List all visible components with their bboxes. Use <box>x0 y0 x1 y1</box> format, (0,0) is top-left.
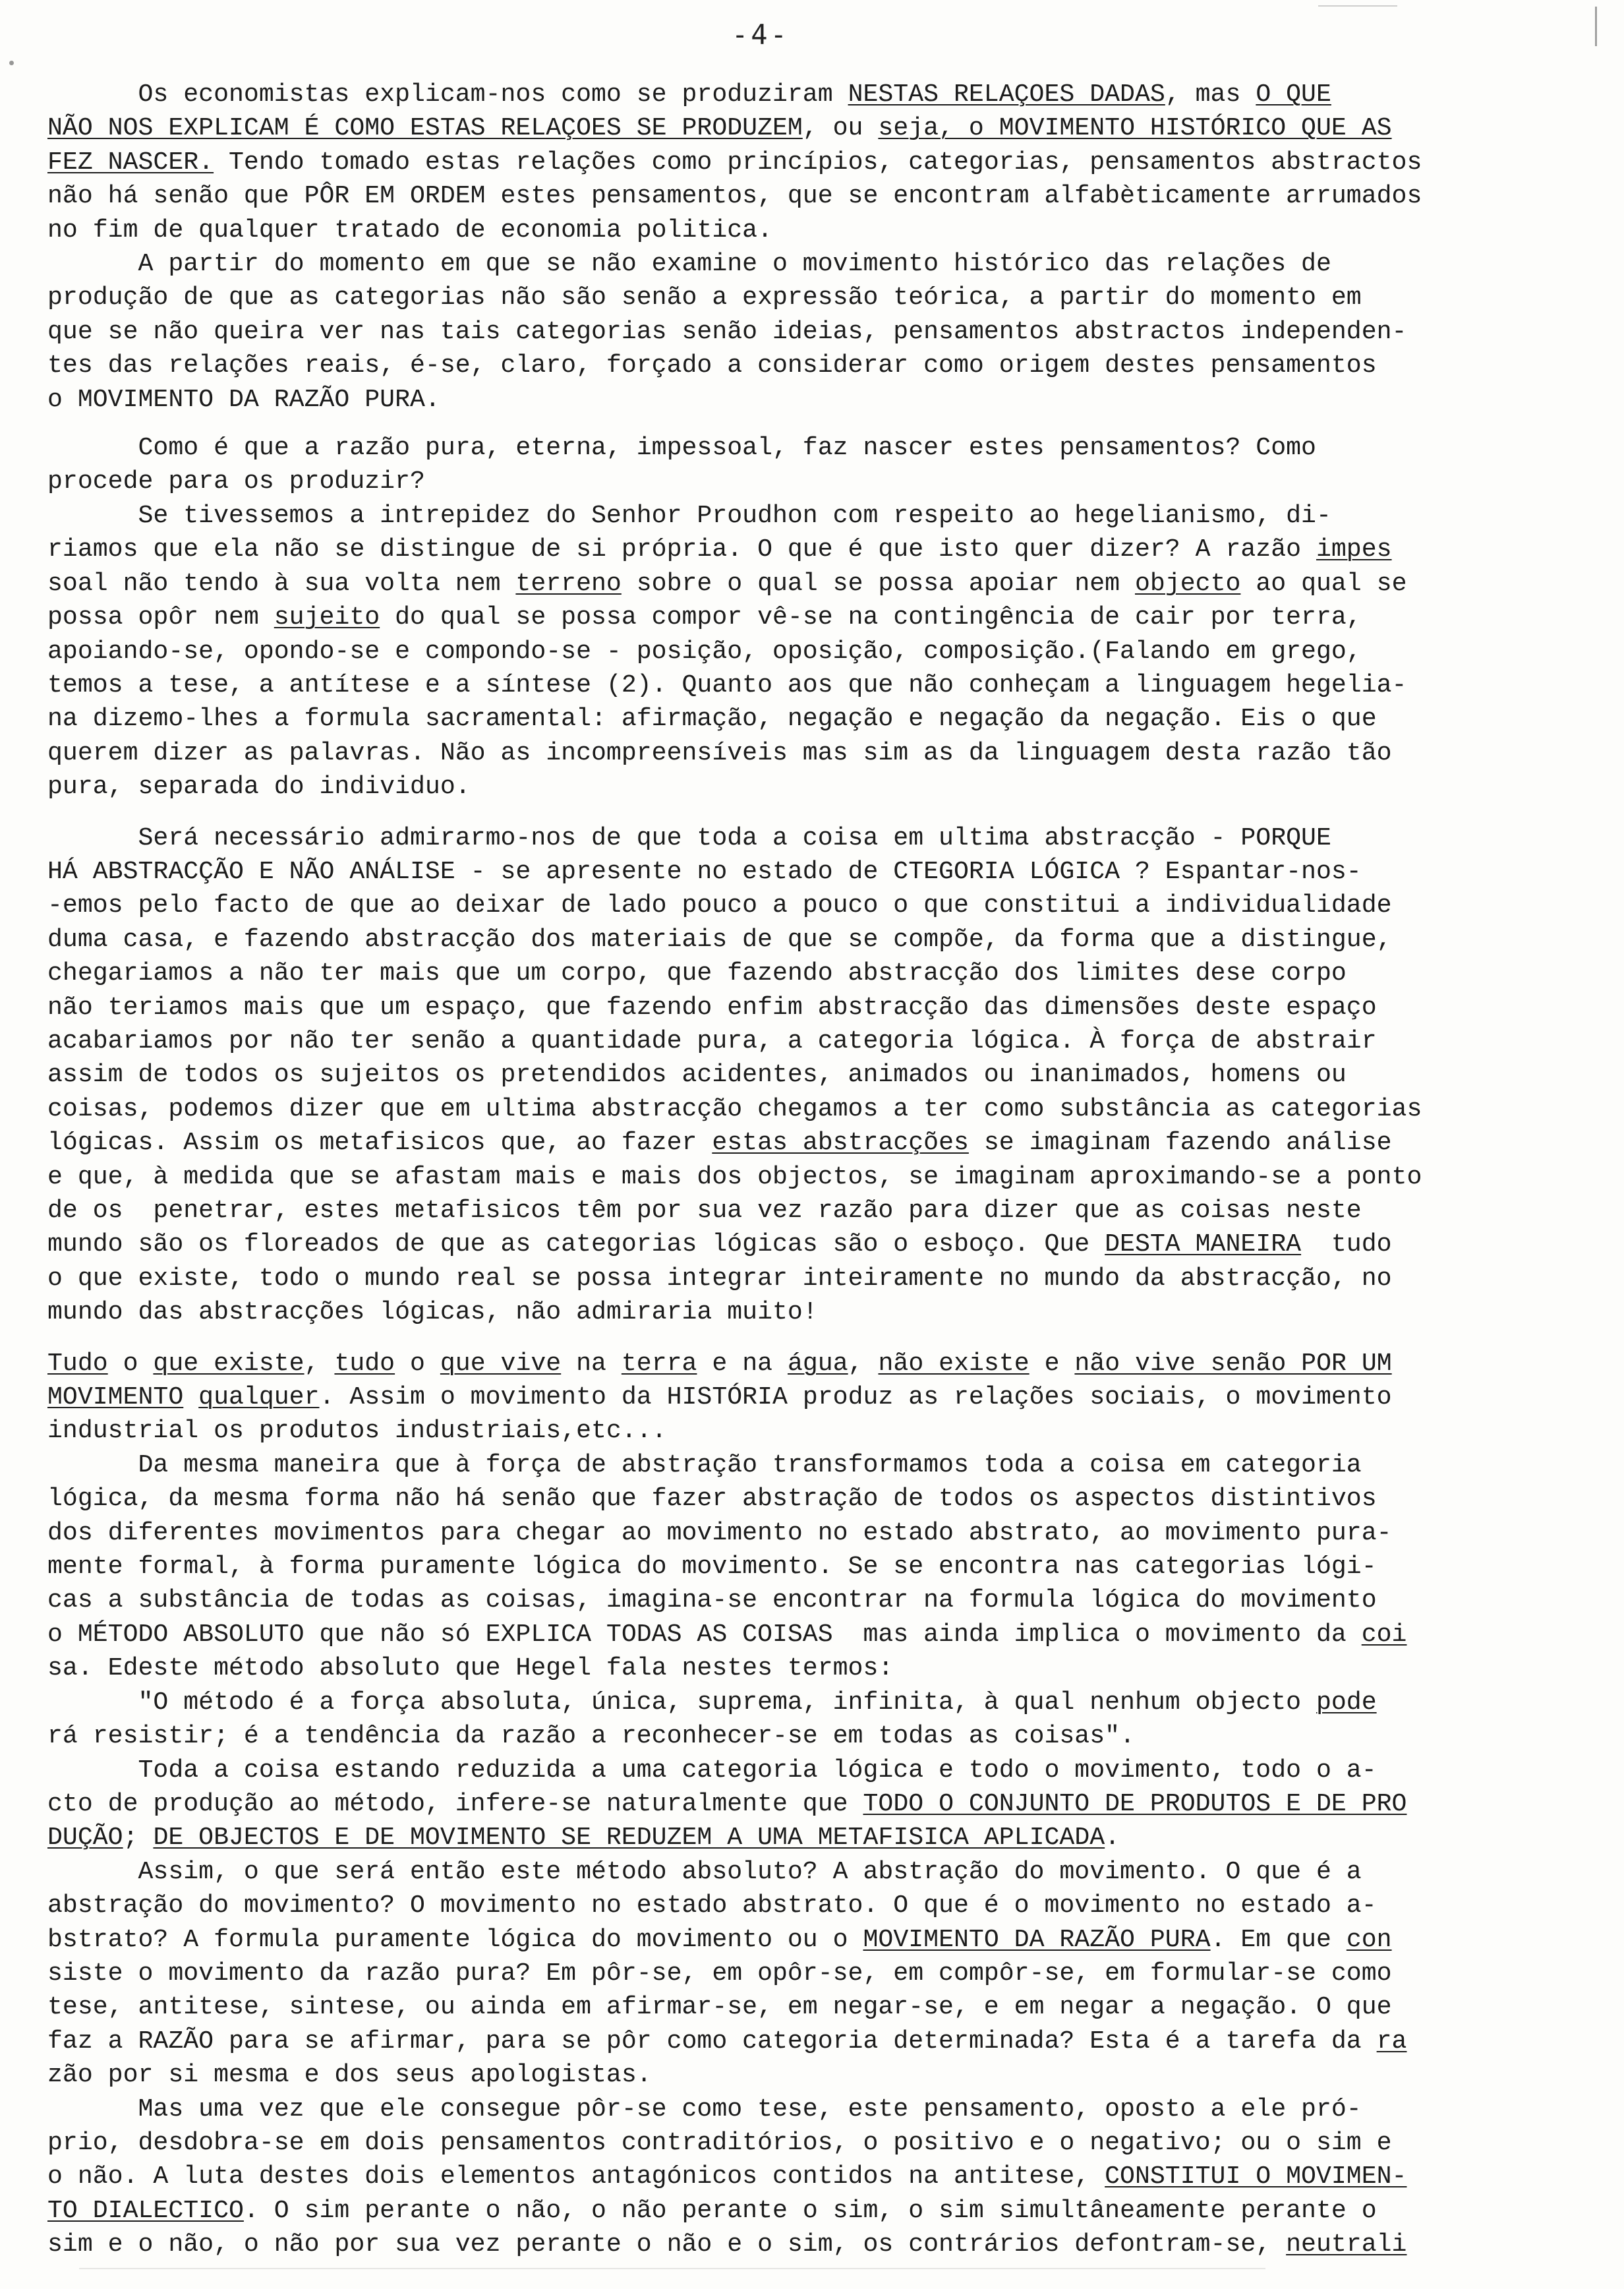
text-line <box>47 1889 1577 1922</box>
text-run: ; <box>123 1824 154 1853</box>
text-line <box>47 499 1577 533</box>
text-run: zão por si mesma e dos seus apologistas. <box>47 2061 652 2090</box>
text-run: Tendo tomado estas relações como princípios, categorias, pensamentos abstractos <box>214 148 1422 177</box>
text-run: e <box>1029 1349 1075 1378</box>
text-line <box>47 2160 1577 2193</box>
underlined-text: coi <box>1361 1620 1407 1649</box>
text-run: Como é que a razão pura, eterna, impessoal, faz nascer estes pensamentos? Como <box>47 434 1316 463</box>
underlined-text: qualquer <box>198 1383 320 1412</box>
text-run: . <box>1105 1824 1120 1853</box>
text-line <box>47 1228 1577 1261</box>
paragraph-p2 <box>47 247 1577 417</box>
text-line <box>47 247 1577 281</box>
underlined-text: ra <box>1376 2027 1407 2056</box>
text-line <box>47 957 1577 990</box>
text-line <box>47 2093 1577 2126</box>
scan-speck <box>79 2268 1265 2269</box>
text-run: sa. Edeste método absoluto que Hegel fala nestes termos: <box>47 1654 894 1683</box>
underlined-text: terreno <box>515 569 622 598</box>
text-run: , mas <box>1165 80 1256 109</box>
text-run: assim de todos os sujeitos os pretendidos acidentes, animados ou inanimados, homens ou <box>47 1061 1347 1090</box>
text-run: procede para os produzir? <box>47 467 425 496</box>
text-line <box>47 1990 1577 2024</box>
underlined-text: estas abstracções <box>712 1129 969 1158</box>
text-line <box>47 1957 1577 1990</box>
underlined-text: não existe <box>878 1349 1030 1378</box>
text-run: Se tivessemos a intrepidez do Senhor Proudhon com respeito ao hegelianismo, di- <box>47 501 1331 530</box>
text-run: riamos que ela não se distingue de si própria. O que é que isto quer dizer? A razão <box>47 535 1316 564</box>
underlined-text: MOVIMENTO DA RAZÃO PURA <box>863 1925 1211 1954</box>
text-line <box>47 315 1577 349</box>
text-line <box>47 281 1577 314</box>
underlined-text: DUÇÃO <box>47 1824 123 1853</box>
text-line <box>47 669 1577 702</box>
text-run: e que, à medida que se afastam mais e mais dos objectos, se imaginam aproximando-se a ponto <box>47 1162 1422 1191</box>
text-run: prio, desdobra-se em dois pensamentos contraditórios, o positivo e o negativo; ou o sim e <box>47 2128 1392 2157</box>
text-run: soal não tendo à sua volta nem <box>47 569 516 598</box>
text-line <box>47 702 1577 736</box>
underlined-text: MOVIMENTO <box>47 1383 184 1412</box>
text-line <box>47 736 1577 770</box>
underlined-text: impes <box>1316 535 1392 564</box>
text-line <box>47 1618 1577 1651</box>
underlined-text: Tudo <box>47 1349 108 1378</box>
text-run: rá resistir; é a tendência da razão a reconhecer-se em todas as coisas". <box>47 1722 1135 1751</box>
text-run: possa opôr nem <box>47 603 274 632</box>
text-run: no fim de qualquer tratado de economia politica. <box>47 216 772 245</box>
text-line <box>47 1414 1577 1448</box>
paragraph-p7 <box>47 1448 1577 1754</box>
underlined-text: água <box>787 1349 848 1378</box>
text-run: temos a tese, a antítese e a síntese (2). Quanto aos que não conheçam a linguagem hegelia- <box>47 670 1407 699</box>
text-line <box>47 821 1577 855</box>
text-run: o MOVIMENTO DA RAZÃO PURA. <box>47 385 440 414</box>
text-line <box>47 1448 1577 1482</box>
text-run: dos diferentes movimentos para chegar ao movimento no estado abstrato, ao movimento pura- <box>47 1518 1392 1547</box>
text-run: querem dizer as palavras. Não as incompreensíveis mas sim as da linguagem desta razão tão <box>47 738 1392 767</box>
text-line <box>47 2058 1577 2092</box>
text-run: o <box>395 1349 440 1378</box>
text-line <box>47 2126 1577 2160</box>
text-line <box>47 214 1577 247</box>
text-run: mundo das abstracções lógicas, não admiraria muito! <box>47 1298 818 1327</box>
text-line <box>47 1686 1577 1719</box>
text-line <box>47 567 1577 601</box>
text-run: não há senão que PÔR EM ORDEM estes pensamentos, que se encontram alfabèticamente arrumados <box>47 182 1422 211</box>
paragraph-p4 <box>47 499 1577 804</box>
document-body <box>47 78 1577 2262</box>
text-line <box>47 2194 1577 2228</box>
text-run: apoiando-se, opondo-se e compondo-se - posição, oposição, composição.(Falando em grego, <box>47 637 1362 666</box>
text-run: de os penetrar, estes metafisicos têm por sua vez razão para dizer que as coisas neste <box>47 1197 1362 1225</box>
underlined-text: objecto <box>1134 569 1241 598</box>
text-line <box>47 1058 1577 1092</box>
scan-speck <box>1318 5 1397 7</box>
text-line <box>47 1787 1577 1821</box>
text-run: . O sim perante o não, o não perante o sim, o sim simultâneamente perante o <box>243 2196 1377 2225</box>
text-run: o MÉTODO ABSOLUTO que não só EXPLICA TODAS AS COISAS mas ainda implica o movimento da <box>47 1620 1362 1649</box>
text-run: Mas uma vez que ele consegue pôr-se como tese, este pensamento, oposto a ele pró- <box>47 2095 1362 2124</box>
text-run: , <box>848 1349 879 1378</box>
text-run: faz a RAZÃO para se afirmar, para se pôr como categoria determinada? Esta é a tarefa da <box>47 2027 1377 2056</box>
underlined-text: terra <box>621 1349 697 1378</box>
underlined-text: TODO O CONJUNTO DE PRODUTOS E DE PRO <box>863 1789 1407 1818</box>
text-line <box>47 1025 1577 1058</box>
text-run: A partir do momento em que se não examine o movimento histórico das relações de <box>47 250 1331 279</box>
paragraph-spacer <box>47 1330 1577 1347</box>
text-run: tudo <box>1301 1230 1392 1259</box>
text-run: siste o movimento da razão pura? Em pôr-se, em opôr-se, em compôr-se, em formular-se como <box>47 1959 1392 1988</box>
text-run: sobre o qual se possa apoiar nem <box>621 569 1135 598</box>
text-line <box>47 1821 1577 1855</box>
scan-speck <box>1595 7 1597 46</box>
text-line <box>47 1160 1577 1194</box>
text-line <box>47 1550 1577 1584</box>
text-line <box>47 889 1577 922</box>
text-line <box>47 1923 1577 1957</box>
text-line <box>47 1516 1577 1550</box>
underlined-text: tudo <box>334 1349 395 1378</box>
underlined-text: NESTAS RELAÇOES DADAS <box>848 80 1165 109</box>
text-run: pura, separada do individuo. <box>47 773 471 802</box>
text-run: o <box>107 1349 154 1378</box>
underlined-text: neutrali <box>1286 2230 1407 2259</box>
text-run: se imaginam fazendo análise <box>968 1129 1392 1158</box>
underlined-text: DESTA MANEIRA <box>1105 1230 1302 1259</box>
text-run: cas a substância de todas as coisas, imagina-se encontrar na formula lógica do movimento <box>47 1586 1377 1615</box>
text-line <box>47 78 1577 111</box>
paragraph-p6 <box>47 1347 1577 1448</box>
underlined-text: seja, o MOVIMENTO HISTÓRICO QUE AS <box>878 114 1392 143</box>
underlined-text: FEZ NASCER. <box>47 148 214 177</box>
text-line <box>47 1855 1577 1889</box>
text-run: e na <box>697 1349 788 1378</box>
text-line <box>47 1482 1577 1516</box>
text-line <box>47 2025 1577 2058</box>
text-run: Assim, o que será então este método absoluto? A abstração do movimento. O que é a <box>47 1857 1362 1886</box>
text-line <box>47 383 1577 417</box>
text-line <box>47 111 1577 145</box>
text-run: cto de produção ao método, infere-se naturalmente que <box>47 1789 863 1818</box>
page-number: -4- <box>732 18 790 51</box>
underlined-text: NÃO NOS EXPLICAM É COMO ESTAS RELAÇOES SE PRODUZEM <box>47 114 803 143</box>
paragraph-p5 <box>47 821 1577 1330</box>
paragraph-p3 <box>47 431 1577 499</box>
text-run: Toda a coisa estando reduzida a uma categoria lógica e todo o movimento, todo o a- <box>47 1756 1377 1785</box>
underlined-text: con <box>1346 1925 1392 1954</box>
text-run: chegariamos a não ter mais que um corpo, que fazendo abstracção dos limites dese corpo <box>47 959 1347 988</box>
text-line <box>47 1194 1577 1228</box>
underlined-text: pode <box>1316 1688 1377 1717</box>
text-run: lógicas. Assim os metafisicos que, ao fazer <box>47 1129 712 1158</box>
underlined-text: sujeito <box>274 603 380 632</box>
text-run: tes das relações reais, é-se, claro, forçado a considerar como origem destes pensamentos <box>47 351 1377 380</box>
text-run: acabariamos por não ter senão a quantidade pura, a categoria lógica. À força de abstrair <box>47 1026 1377 1055</box>
text-line <box>47 1651 1577 1685</box>
text-line <box>47 1347 1577 1381</box>
text-run: na <box>561 1349 622 1378</box>
text-line <box>47 770 1577 804</box>
text-line <box>47 146 1577 179</box>
text-line <box>47 855 1577 889</box>
text-run: abstração do movimento? O movimento no estado abstrato. O que é o movimento no estado a- <box>47 1891 1377 1920</box>
text-run: o não. A luta destes dois elementos antagónicos contidos na antitese, <box>47 2162 1105 2191</box>
paragraph-p9 <box>47 1855 1577 2093</box>
text-run: industrial os produtos industriais,etc... <box>47 1417 667 1446</box>
underlined-text: TO DIALECTICO <box>47 2196 244 2225</box>
text-run: que se não queira ver nas tais categorias senão ideias, pensamentos abstractos independen- <box>47 317 1407 346</box>
text-line <box>47 349 1577 382</box>
text-line <box>47 1295 1577 1329</box>
underlined-text: não vive senão POR UM <box>1074 1349 1392 1378</box>
text-run: , ou <box>802 114 879 143</box>
paragraph-spacer <box>47 804 1577 821</box>
text-line <box>47 991 1577 1025</box>
text-run: , <box>304 1349 335 1378</box>
text-run: mundo são os floreados de que as categorias lógicas são o esboço. Que <box>47 1230 1105 1259</box>
text-line <box>47 1754 1577 1787</box>
text-line <box>47 1584 1577 1617</box>
text-run: lógica, da mesma forma não há senão que fazer abstração de todos os aspectos distintivos <box>47 1485 1377 1514</box>
text-run: não teriamos mais que um espaço, que fazendo enfim abstracção das dimensões deste espaço <box>47 993 1377 1022</box>
text-line <box>47 1092 1577 1126</box>
text-run: . Assim o movimento da HISTÓRIA produz as relações sociais, o movimento <box>319 1383 1392 1412</box>
text-run: HÁ ABSTRACÇÃO E NÃO ANÁLISE - se apresente no estado de CTEGORIA LÓGICA ? Espantar-nos- <box>47 857 1362 886</box>
underlined-text: DE OBJECTOS E DE MOVIMENTO SE REDUZEM A UMA METAFISICA APLICADA <box>153 1824 1105 1853</box>
text-run: Da mesma maneira que à força de abstração transformamos toda a coisa em categoria <box>47 1450 1362 1479</box>
text-run <box>183 1383 198 1412</box>
text-line <box>47 2228 1577 2261</box>
paragraph-spacer <box>47 417 1577 431</box>
text-line <box>47 1381 1577 1414</box>
text-run: "O método é a força absoluta, única, suprema, infinita, à qual nenhum objecto <box>47 1688 1316 1717</box>
text-run: bstrato? A formula puramente lógica do movimento ou o <box>47 1925 863 1954</box>
paragraph-p8 <box>47 1754 1577 1855</box>
text-run: o que existe, todo o mundo real se possa integrar inteiramente no mundo da abstracção, no <box>47 1264 1392 1293</box>
text-run: . Em que <box>1210 1925 1347 1954</box>
text-line <box>47 923 1577 957</box>
underlined-text: que existe <box>153 1349 304 1378</box>
underlined-text: O QUE <box>1256 80 1331 109</box>
underlined-text: que vive <box>440 1349 562 1378</box>
text-run: duma casa, e fazendo abstracção dos materiais de que se compõe, da forma que a distingue, <box>47 925 1392 954</box>
text-line <box>47 1719 1577 1753</box>
text-run: tese, antitese, sintese, ou ainda em afirmar-se, em negar-se, e em negar a negação. O que <box>47 1993 1392 2022</box>
text-line <box>47 179 1577 213</box>
text-run: Será necessário admirarmo-nos de que toda a coisa em ultima abstracção - PORQUE <box>47 823 1331 852</box>
text-run: mente formal, à forma puramente lógica do movimento. Se se encontra nas categorias lógi- <box>47 1553 1377 1582</box>
text-run: -emos pelo facto de que ao deixar de lado pouco a pouco o que constitui a individualidade <box>47 891 1392 920</box>
text-line <box>47 1262 1577 1295</box>
underlined-text: CONSTITUI O MOVIMEN- <box>1105 2162 1407 2191</box>
paragraph-p1 <box>47 78 1577 247</box>
text-run: sim e o não, o não por sua vez perante o não e o sim, os contrários defontram-se, <box>47 2230 1287 2259</box>
text-run: coisas, podemos dizer que em ultima abstracção chegamos a ter como substância as categorias <box>47 1094 1422 1123</box>
text-line <box>47 431 1577 465</box>
text-line <box>47 1126 1577 1160</box>
text-line <box>47 533 1577 566</box>
text-run: produção de que as categorias não são senão a expressão teórica, a partir do momento em <box>47 283 1362 312</box>
text-line <box>47 601 1577 634</box>
paragraph-p10 <box>47 2093 1577 2262</box>
text-run: do qual se possa compor vê-se na contingência de cair por terra, <box>380 603 1362 632</box>
text-run: ao qual se <box>1240 569 1407 598</box>
text-run: na dizemo-lhes a formula sacramental: afirmação, negação e negação da negação. Eis o que <box>47 705 1377 734</box>
text-line <box>47 465 1577 498</box>
text-line <box>47 635 1577 669</box>
text-run: Os economistas explicam-nos como se produziram <box>47 80 848 109</box>
scan-speck <box>9 61 14 65</box>
